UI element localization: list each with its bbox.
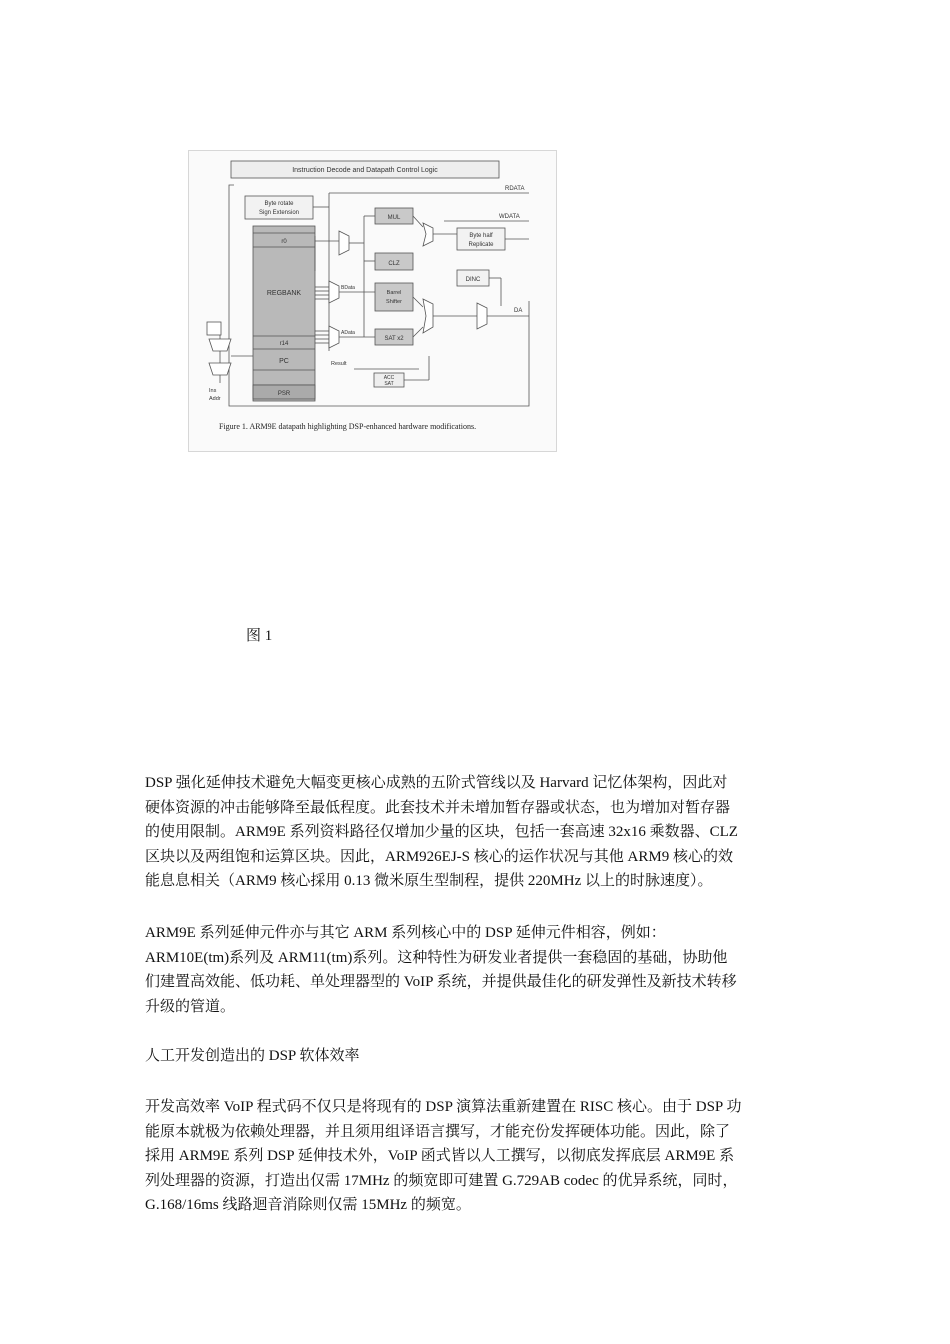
ins-label-2: Addr [209,396,221,402]
text-line: 的使用限制。ARM9E 系列资料路径仅增加少量的区块，包括一套高速 32x16 乘数器、CLZ [145,824,738,840]
paragraph-compatibility [145,921,807,1019]
mul-label: MUL [387,215,401,221]
text-line: 们建置高效能、低功耗、单处理器型的 VoIP 系统，并提供最佳化的研发弹性及新技术转移 [145,974,737,990]
wdata-label: WDATA [499,214,520,220]
sat-label: SAT x2 [384,336,404,342]
byte-rotate-label-2: Sign Extension [258,210,300,216]
text-line: 升级的管道。 [145,998,236,1015]
acc-label-1: ACC [383,375,395,381]
paragraph-dsp-extensions [145,771,807,894]
figure-number-label: 图 1 [246,628,273,644]
control-label: Instruction Decode and Datapath Control Logic [292,167,438,174]
pc-label: PC [279,358,289,365]
r0-label: r0 [281,239,287,245]
psr-label: PSR [277,391,291,397]
byte-half-label-2: Replicate [468,242,494,248]
regbank-label: REGBANK [266,290,302,297]
byte-half-label-1: Byte half [469,233,493,239]
byte-rotate-label-1: Byte rotate [264,201,294,207]
ins-label-1: Ins [209,388,217,394]
barrel-shifter-block [375,283,413,311]
text-line: DSP 强化延伸技术避免大幅变更核心成熟的五阶式管线以及 Harvard 记忆体架构，因此对 [145,775,728,791]
paragraph-voip-software [145,1095,807,1218]
text-line: 能原本就极为依赖处理器，并且须用组译语言撰写，才能充份发挥硬体功能。因此，除了 [145,1123,731,1140]
text-line: 开发高效率 VoIP 程式码不仅只是将现有的 DSP 演算法重新建置在 RISC 核心。由于 DSP 功 [145,1099,742,1115]
text-line: ARM9E 系列延伸元件亦与其它 ARM 系列核心中的 DSP 延伸元件相容，例如： [145,925,666,941]
figure-caption: Figure 1. ARM9E datapath highlighting DSP-enhanced hardware modifications. [219,422,477,431]
dinc-label: DINC [465,277,481,283]
barrel-label-2: Shifter [386,299,402,305]
section-heading: 人工开发创造出的 DSP 软体效率 [145,1048,360,1064]
text-line: 採用 ARM9E 系列 DSP 延伸技术外，VoIP 函式皆以人工撰写，以彻底发挥底层 ARM9E 系 [145,1148,735,1164]
acc-label-2: SAT [384,381,394,387]
text-line: ARM10E(tm)系列及 ARM11(tm)系列。这种特性为研发业者提供一套稳固的基础，协助他 [145,949,728,966]
datapath-diagram [189,151,556,451]
text-line: 硬体资源的冲击能够降至最低程度。此套技术并未增加暂存器或状态，也为增加对暂存器 [145,799,731,816]
clz-label: CLZ [388,261,400,267]
text-line: 区块以及两组饱和运算区块。因此，ARM926EJ-S 核心的运作状况与其他 ARM9 核心的效 [145,848,733,865]
result-label: Result [331,361,347,367]
text-line: G.168/16ms 线路迴音消除则仅需 15MHz 的频宽。 [145,1197,471,1213]
adata-label: AData [341,330,355,336]
bdata-label: BData [341,285,355,291]
text-line: 列处理器的资源，打造出仅需 17MHz 的频宽即可建置 G.729AB codec 的优异系统，同时， [145,1172,738,1189]
rdata-label: RDATA [505,186,525,192]
da-label: DA [514,308,523,314]
text-line: 能息息相关（ARM9 核心採用 0.13 微米原生型制程，提供 220MHz 以上的时脉速度）。 [145,873,713,889]
regbank-block [253,226,315,401]
barrel-label-1: Barrel [386,290,402,296]
r14-label: r14 [279,341,289,347]
arm9e-datapath-figure [188,150,557,452]
